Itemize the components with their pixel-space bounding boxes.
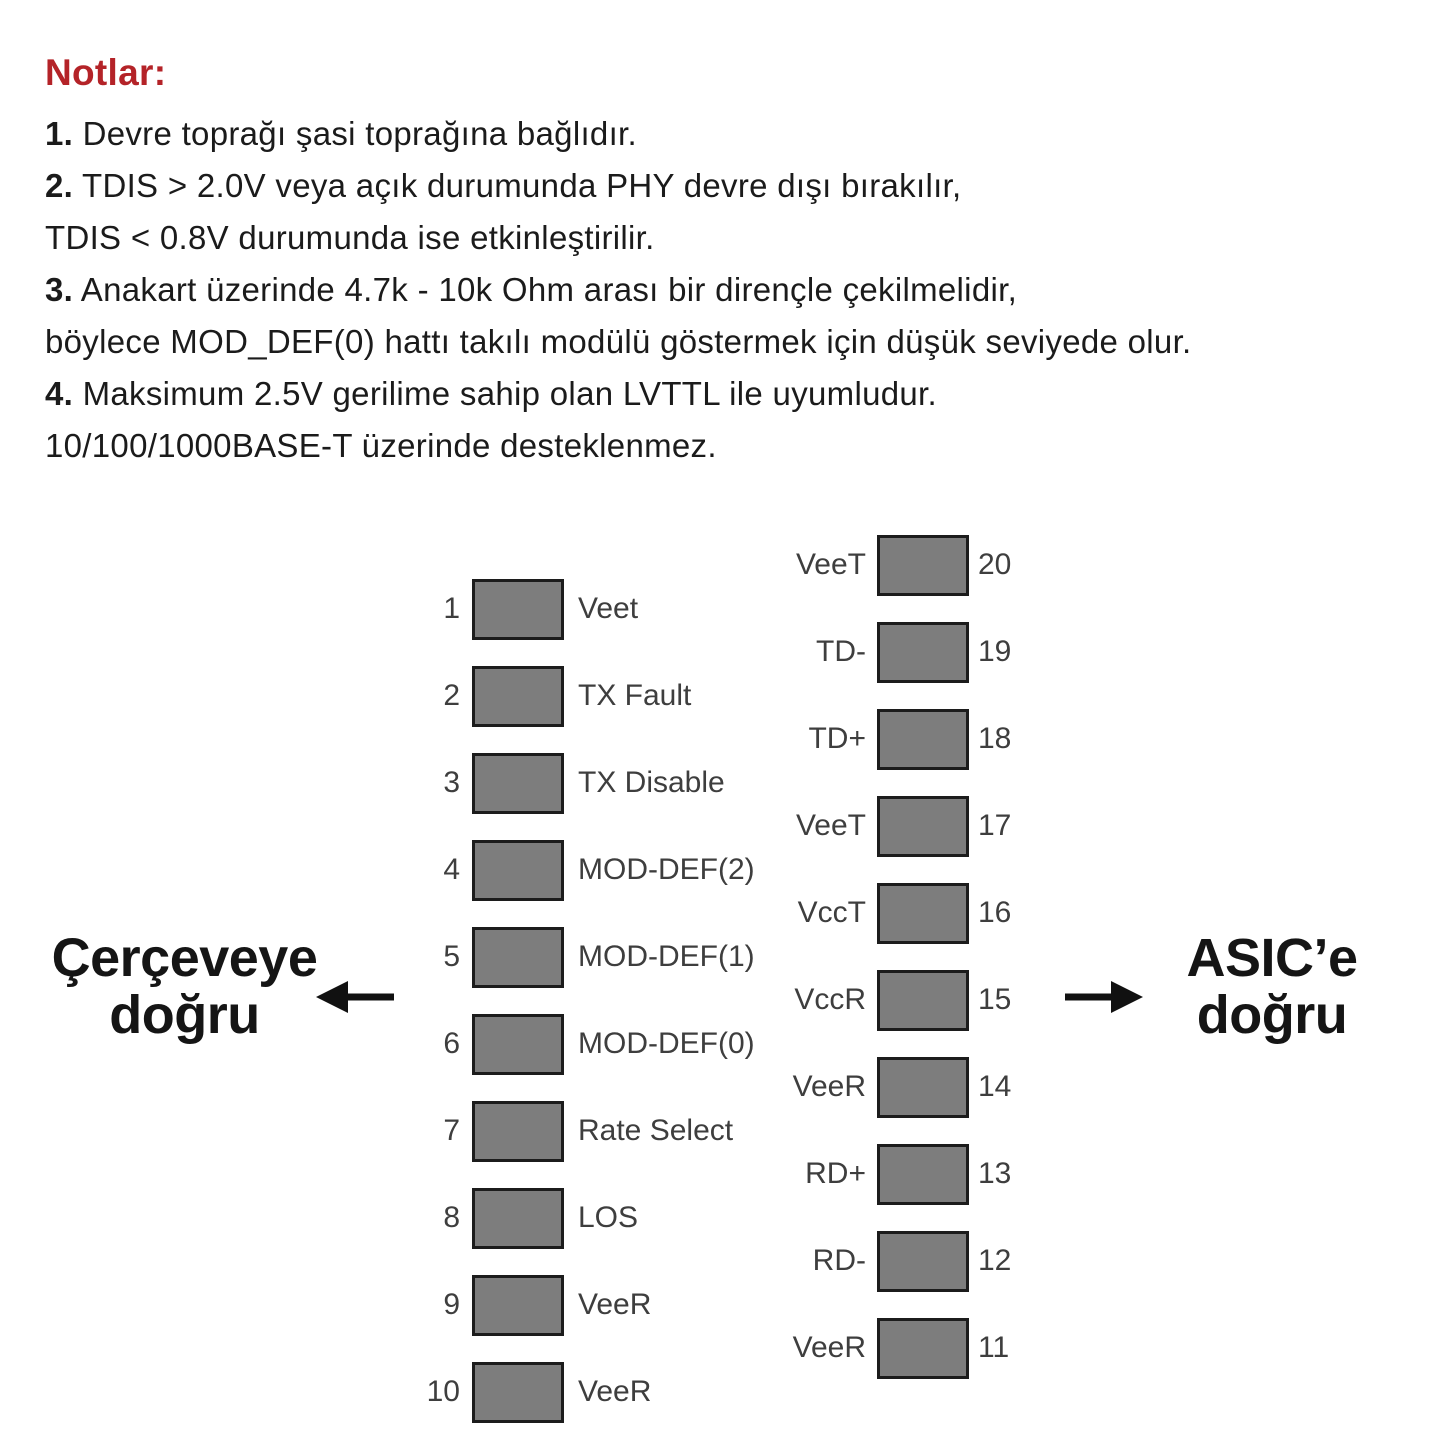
pin-number-16: 16 <box>978 896 1012 929</box>
pin-number-19: 19 <box>978 635 1012 668</box>
pin-number-13: 13 <box>978 1157 1012 1190</box>
pin-box-17 <box>877 796 969 857</box>
pin-number-15: 15 <box>978 983 1012 1016</box>
note-line: 1. Devre toprağı şasi toprağına bağlıdır. <box>45 115 637 152</box>
pin-box-20 <box>877 535 969 596</box>
toward-asic-label-line2: doğru <box>1196 985 1348 1045</box>
pin-number-1: 1 <box>443 592 460 625</box>
pin-label-13: RD+ <box>805 1157 866 1190</box>
pin-label-1: Veet <box>578 592 639 625</box>
pin-box-10 <box>472 1362 564 1423</box>
pin-number-20: 20 <box>978 548 1012 581</box>
pin-number-18: 18 <box>978 722 1012 755</box>
notes-title: Notlar: <box>45 52 167 93</box>
pin-box-16 <box>877 883 969 944</box>
pin-number-10: 10 <box>426 1375 460 1408</box>
pin-box-13 <box>877 1144 969 1205</box>
pin-label-15: VccR <box>794 983 866 1016</box>
pin-box-6 <box>472 1014 564 1075</box>
pin-label-8: LOS <box>578 1201 639 1234</box>
pin-box-2 <box>472 666 564 727</box>
pin-label-11: VeeR <box>792 1331 866 1364</box>
note-line: 2. TDIS > 2.0V veya açık durumunda PHY devre dışı bırakılır, <box>45 167 962 204</box>
pin-label-17: VeeT <box>795 809 866 842</box>
pin-label-16: VccT <box>797 896 866 929</box>
pin-number-4: 4 <box>443 853 460 886</box>
note-number: 2. <box>45 167 74 204</box>
pin-label-12: RD- <box>812 1244 866 1277</box>
pin-number-8: 8 <box>443 1201 460 1234</box>
arrow-left-icon <box>316 980 394 1014</box>
pin-box-1 <box>472 579 564 640</box>
pin-box-7 <box>472 1101 564 1162</box>
pin-label-5: MOD-DEF(1) <box>578 940 755 973</box>
pin-box-19 <box>877 622 969 683</box>
toward-frame-label-line1: Çerçeveye <box>51 928 318 988</box>
arrow-right-icon <box>1065 980 1143 1014</box>
toward-frame-label <box>12 930 357 1044</box>
note-line: 10/100/1000BASE-T üzerinde desteklenmez. <box>45 427 717 464</box>
pin-label-19: TD- <box>816 635 866 668</box>
pin-box-4 <box>472 840 564 901</box>
note-line: 3. Anakart üzerinde 4.7k - 10k Ohm arası bir dirençle çekilmelidir, <box>45 271 1018 308</box>
toward-asic-label <box>1152 930 1392 1044</box>
note-number: 4. <box>45 375 74 412</box>
pin-label-14: VeeR <box>792 1070 866 1103</box>
pin-box-3 <box>472 753 564 814</box>
pin-number-12: 12 <box>978 1244 1012 1277</box>
pin-label-10: VeeR <box>578 1375 652 1408</box>
pin-number-14: 14 <box>978 1070 1012 1103</box>
pin-number-2: 2 <box>443 679 460 712</box>
pin-number-17: 17 <box>978 809 1012 842</box>
pin-number-6: 6 <box>443 1027 460 1060</box>
pin-number-3: 3 <box>443 766 460 799</box>
pin-box-14 <box>877 1057 969 1118</box>
pin-box-18 <box>877 709 969 770</box>
pin-box-8 <box>472 1188 564 1249</box>
pin-box-5 <box>472 927 564 988</box>
pin-number-5: 5 <box>443 940 460 973</box>
pin-label-9: VeeR <box>578 1288 652 1321</box>
toward-frame-label-line2: doğru <box>109 985 260 1045</box>
pin-box-12 <box>877 1231 969 1292</box>
pin-box-15 <box>877 970 969 1031</box>
pin-box-9 <box>472 1275 564 1336</box>
pin-label-6: MOD-DEF(0) <box>578 1027 755 1060</box>
note-number: 1. <box>45 115 74 152</box>
pin-label-3: TX Disable <box>578 766 725 799</box>
note-line: TDIS < 0.8V durumunda ise etkinleştirilir. <box>45 219 655 256</box>
pin-label-18: TD+ <box>808 722 866 755</box>
pin-label-4: MOD-DEF(2) <box>578 853 755 886</box>
pin-label-20: VeeT <box>795 548 866 581</box>
note-line: 4. Maksimum 2.5V gerilime sahip olan LVTTL ile uyumludur. <box>45 375 937 412</box>
pin-box-11 <box>877 1318 969 1379</box>
toward-asic-label-line1: ASIC’e <box>1186 928 1358 988</box>
note-line: böylece MOD_DEF(0) hattı takılı modülü göstermek için düşük seviyede olur. <box>45 323 1192 360</box>
pin-label-2: TX Fault <box>578 679 692 712</box>
note-number: 3. <box>45 271 74 308</box>
pin-number-9: 9 <box>443 1288 460 1321</box>
pin-number-11: 11 <box>978 1331 1010 1364</box>
pin-label-7: Rate Select <box>578 1114 734 1147</box>
pin-number-7: 7 <box>443 1114 460 1147</box>
